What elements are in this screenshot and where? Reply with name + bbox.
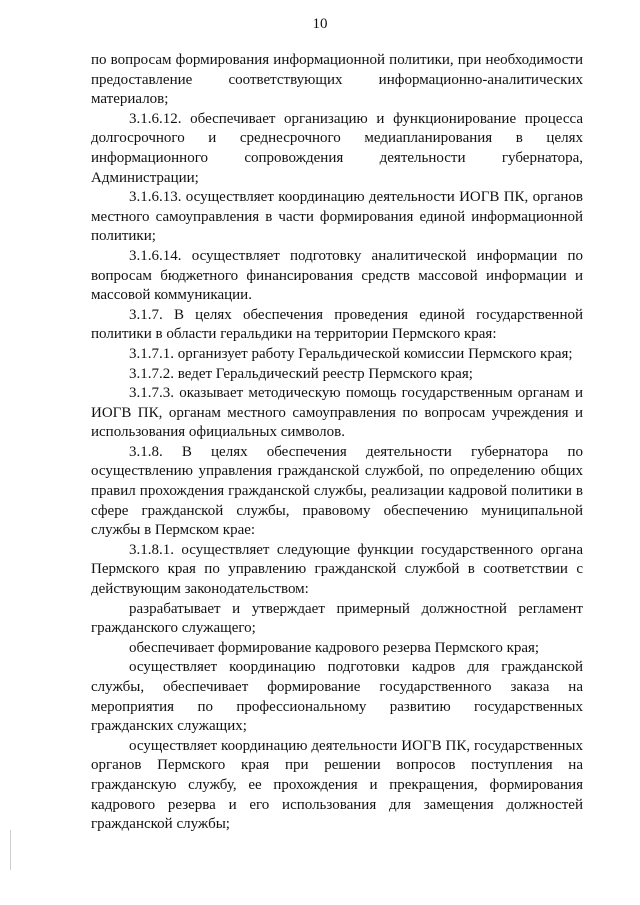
paragraph-3-1-6-14: 3.1.6.14. осуществляет подготовку аналитической информации по вопросам бюджетного финансирования средств массовой информации и массовой коммуникации. — [91, 247, 583, 304]
paragraph-3-1-7-3: 3.1.7.3. оказывает методическую помощь государственным органам и ИОГВ ПК, органам местного самоуправления по вопросам учреждения и использования официальных символов. — [91, 385, 583, 441]
paragraph-3-1-7: 3.1.7. В целях обеспечения проведения единой государственной политики в области геральдики на территории Пермского края: — [91, 306, 583, 343]
paragraph-function-training: осуществляет координацию подготовки кадров для гражданской службы, обеспечивает формирование государственного заказа на мероприятия по профессиональному развитию государственных гражданских служащих; — [91, 659, 583, 735]
paragraph-function-reserve: обеспечивает формирование кадрового резерва Пермского края; — [129, 639, 540, 656]
paragraph-3-1-7-2: 3.1.7.2. ведет Геральдический реестр Пермского края; — [129, 365, 473, 382]
paragraph-function-coordination: осуществляет координацию деятельности ИОГВ ПК, государственных органов Пермского края при решении вопросов поступления на гражданскую службу, ее прохождения и прекращения, формирования кадрового резерва и его использования для замещения должностей гражданской службы; — [91, 737, 583, 833]
paragraph-3-1-6-13: 3.1.6.13. осуществляет координацию деятельности ИОГВ ПК, органов местного самоуправления в части формирования единой информационной политики; — [91, 189, 583, 245]
paragraph-continuation: по вопросам формирования информационной политики, при необходимости предоставление соответствующих информационно-аналитических материалов; — [91, 52, 583, 108]
paragraph-3-1-7-1: 3.1.7.1. организует работу Геральдической комиссии Пермского края; — [129, 345, 573, 362]
paragraph-3-1-8-1: 3.1.8.1. осуществляет следующие функции государственного органа Пермского края по управлению гражданской службой в соответствии с действующим законодательством: — [91, 541, 583, 598]
document-body — [91, 51, 583, 835]
paragraph-function-regulation: разрабатывает и утверждает примерный должностной регламент гражданского служащего; — [91, 600, 583, 637]
paragraph-3-1-6-12: 3.1.6.12. обеспечивает организацию и функционирование процесса долгосрочного и среднесрочного медиапланирования в целях информационного сопровождения деятельности губернатора, Администрации; — [91, 110, 583, 186]
scan-edge-mark — [10, 830, 11, 870]
page-number: 10 — [312, 16, 328, 32]
paragraph-3-1-8: 3.1.8. В целях обеспечения деятельности губернатора по осуществлению управления гражданской службой, по определению общих правил прохождения гражданской службы, реализации кадровой политики в сфере гражданской службы, правовому обеспечению муниципальной службы в Пермском крае: — [91, 443, 583, 539]
